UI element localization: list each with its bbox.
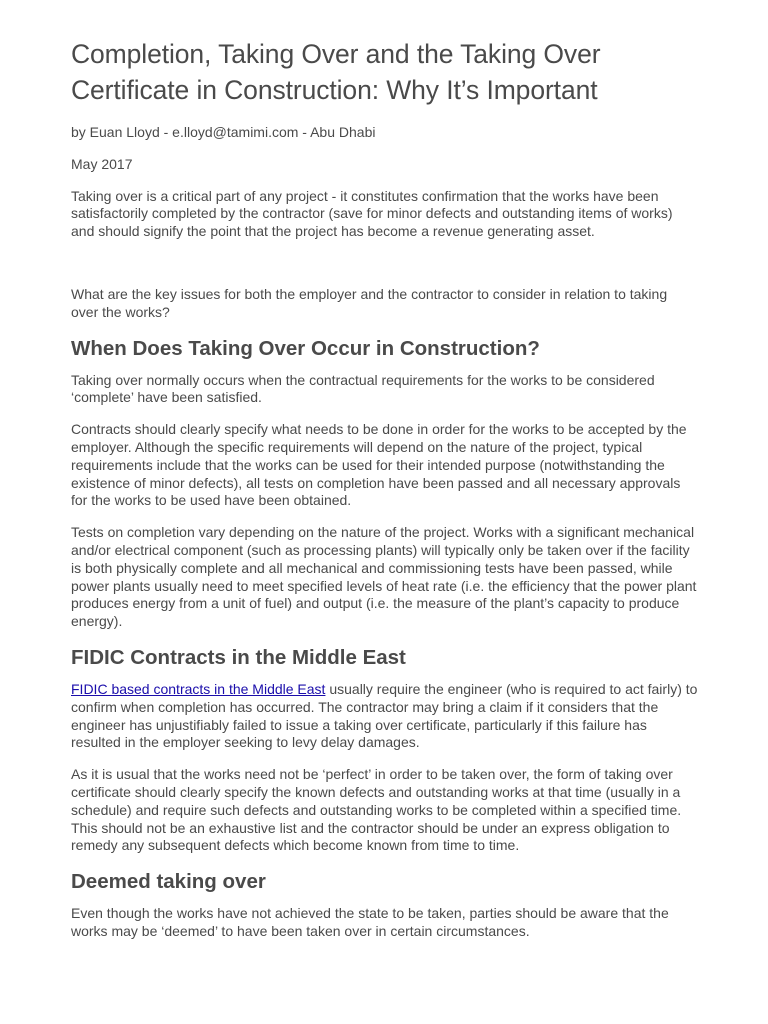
section-heading-deemed: Deemed taking over	[71, 870, 266, 894]
when-paragraph-3: Tests on completion vary depending on the nature of the project. Works with a significant mechanical and/or electrical component (such as processing plants) will typically only be taken over if the facility is both physically complete and all mechanical and commissioning tests have been passed, while power plants usually need to meet specified levels of heat rate (i.e. the efficiency that the power plant produces energy from a unit of fuel) and output (i.e. the measure of the plant’s capacity to produce energy).	[71, 524, 697, 630]
when-paragraph-2: Contracts should clearly specify what needs to be done in order for the works to be accepted by the employer. Although the specific requirements will depend on the nature of the project, typical requirements include that the works can be used for their intended purpose (notwithstanding the existence of minor defects), all tests on completion have been passed and all necessary approvals for the works to be used have been obtained.	[71, 421, 687, 509]
article-byline: by Euan Lloyd - e.lloyd@tamimi.com - Abu Dhabi	[71, 124, 376, 140]
fidic-paragraph-1	[71, 681, 698, 752]
fidic-contracts-link[interactable]: FIDIC based contracts in the Middle East	[71, 680, 326, 697]
section-heading-fidic: FIDIC Contracts in the Middle East	[71, 645, 406, 669]
article-date: May 2017	[71, 155, 133, 172]
article-title: Completion, Taking Over and the Taking Over Certificate in Construction: Why It’s Important	[71, 39, 601, 105]
when-paragraph-1: Taking over normally occurs when the contractual requirements for the works to be considered ‘complete’ have been satisfied.	[71, 371, 655, 406]
deemed-paragraph-1: Even though the works have not achieved the state to be taken, parties should be aware that the works may be ‘deemed’ to have been taken over in certain circumstances.	[71, 905, 669, 939]
fidic-paragraph-1-text: usually require the engineer (who is required to act fairly) to confirm when completion has occurred. The contractor may bring a claim if it considers that the engineer has unjustifiably failed to issue a taking over certificate, particularly if this failure has resulted in the employer seeking to levy delay damages.	[71, 680, 698, 751]
section-heading-when: When Does Taking Over Occur in Construction?	[71, 336, 540, 360]
fidic-paragraph-2: As it is usual that the works need not be ‘perfect’ in order to be taken over, the form of taking over certificate should clearly specify the known defects and outstanding works at that time (usually in a schedule) and require such defects and outstanding works to be completed within a specified time. This should not be an exhaustive list and the contractor should be under an express obligation to remedy any subsequent defects which become known from time to time.	[71, 766, 682, 854]
intro-paragraph: Taking over is a critical part of any project - it constitutes confirmation that the works have been satisfactorily completed by the contractor (save for minor defects and outstanding items of works) and should signify the point that the project has become a revenue generating asset.	[71, 187, 673, 240]
key-issues-question: What are the key issues for both the employer and the contractor to consider in relation to taking over the works?	[71, 285, 668, 320]
